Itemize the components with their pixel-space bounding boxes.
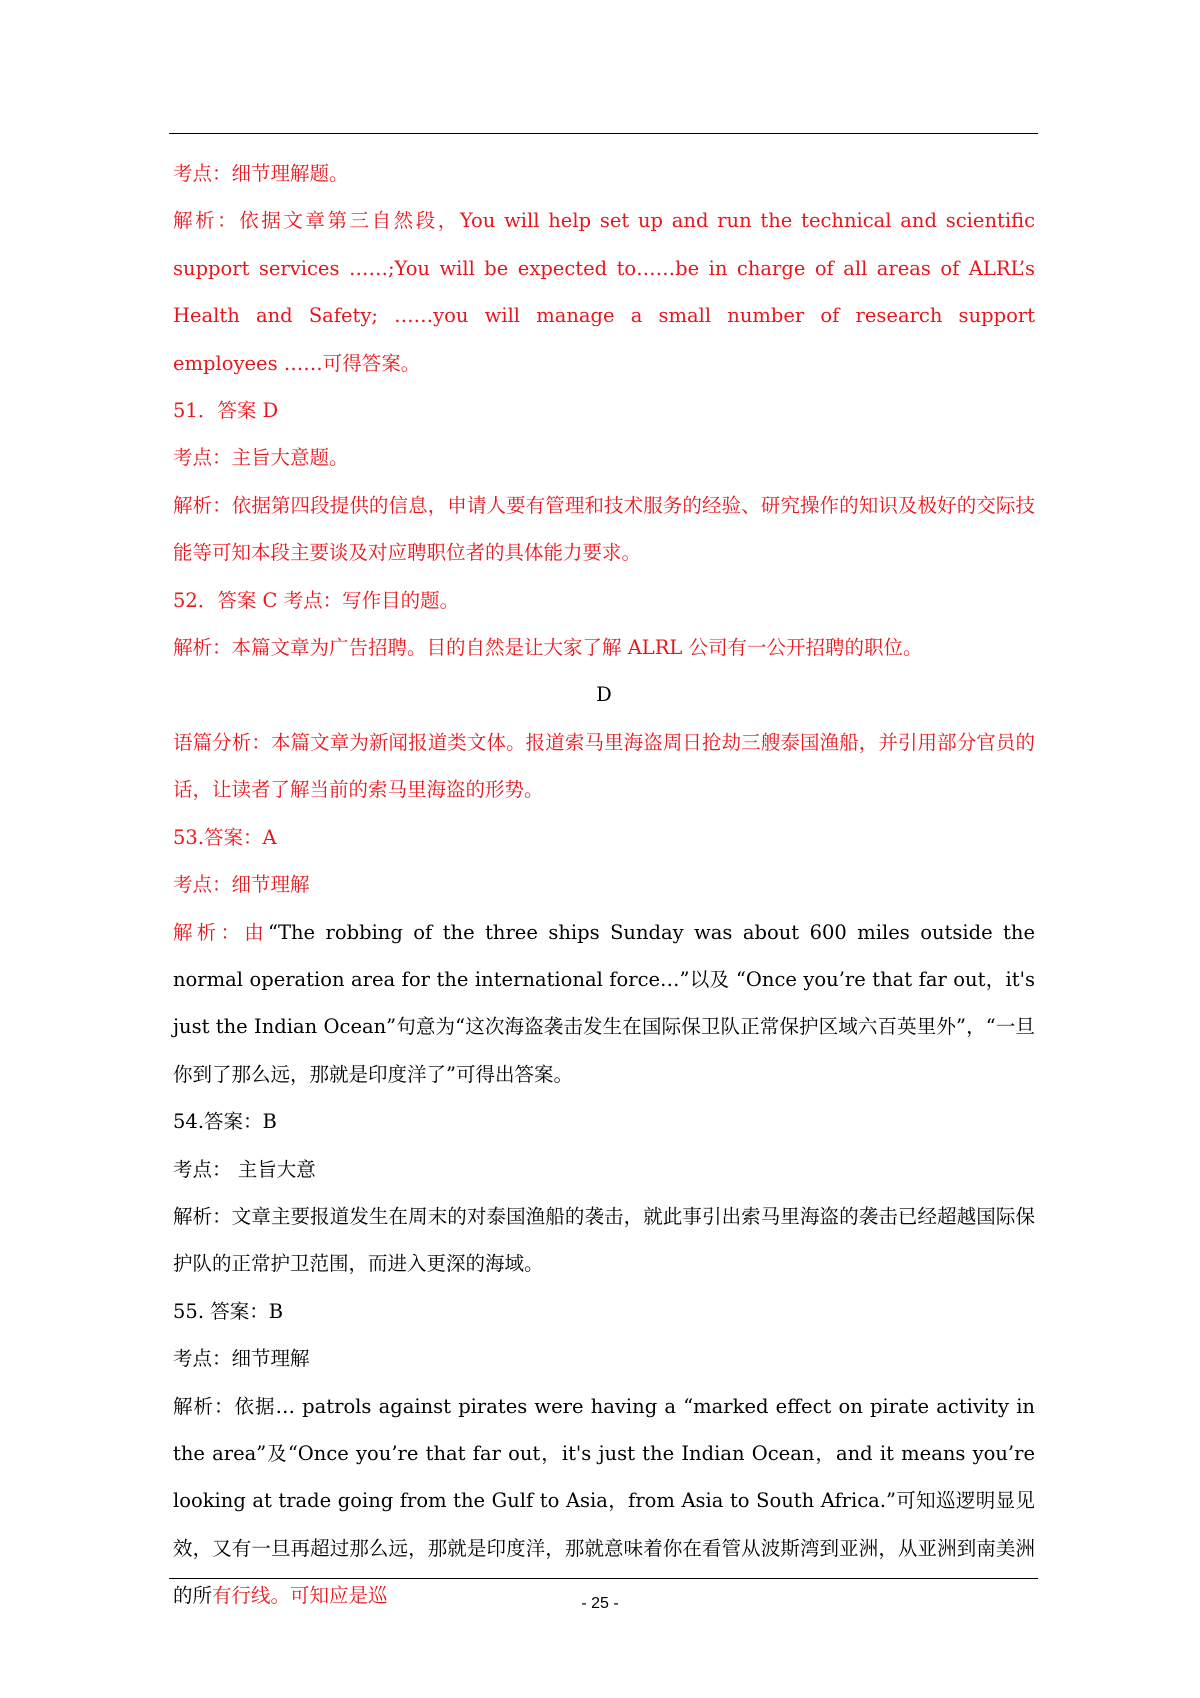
- answer-53: 53.答案：A: [173, 825, 277, 849]
- answer-53-analysis-body: “The robbing of the three ships Sunday was about 600 miles outside the normal operation area for the international force…”以及 “Once you’re that far out，it's just the Indian Ocean”句意为“这次海盗袭击发生在国际保卫队正常保护区域六百英里外”，“一旦你到了那么远，那就是印度洋了”可得出答案。: [173, 920, 1035, 1086]
- footer-rule: [169, 1578, 1038, 1579]
- answer-50-analysis: 解析：依据文章第三自然段，You will help set up and run the technical and scientific support services ……;You will be expected to……be in charge of all areas of ALRL’s Health and Safety; ……you will manage a small number of research support employees ……可得答案。: [173, 209, 1035, 375]
- answer-54: 54.答案：B: [173, 1110, 277, 1134]
- answer-55-analysis-body: 解析：依据… patrols against pirates were having a “marked effect on pirate activity in the area”及“Once you’re that far out，it's just the Indian Ocean，and it means you’re looking at trade going from the Gulf to Asia，from Asia to South Africa.”可知巡逻明显见效，又有一旦再超过那么远，那就是印度洋，那就意味着你在看管从波斯湾到亚洲，从亚洲到南美洲的所: [173, 1394, 1035, 1608]
- answer-53-analysis: [173, 909, 1035, 1099]
- answer-55: 55. 答案：B: [173, 1299, 284, 1323]
- answer-54-analysis: 解析：文章主要报道发生在周末的对泰国渔船的袭击，就此事引出索马里海盗的袭击已经超越国际保护队的正常护卫范围，而进入更深的海域。: [173, 1204, 1035, 1276]
- section-heading-d: D: [596, 683, 612, 707]
- page-number: - 25 -: [581, 1595, 619, 1612]
- discourse-analysis: 语篇分析：本篇文章为新闻报道类文体。报道索马里海盗周日抢劫三艘泰国渔船，并引用部分官员的话，让读者了解当前的索马里海盗的形势。: [173, 730, 1035, 802]
- answer-55-analysis-red-tail: 有行线。可知应是巡: [212, 1584, 388, 1608]
- answer-50-point: 考点：细节理解题。: [173, 162, 349, 185]
- page-content: [173, 150, 1035, 1620]
- answer-55-analysis: [173, 1383, 1035, 1620]
- answer-55-point: 考点：细节理解: [173, 1347, 310, 1371]
- header-rule: [169, 133, 1038, 134]
- answer-52: 52．答案 C 考点：写作目的题。: [173, 588, 460, 612]
- answer-53-analysis-prefix: 解析：由: [173, 920, 269, 944]
- answer-53-point: 考点：细节理解: [173, 873, 310, 897]
- answer-51: 51．答案 D: [173, 399, 279, 423]
- answer-54-point: 考点： 主旨大意: [173, 1157, 316, 1181]
- answer-51-point: 考点：主旨大意题。: [173, 446, 349, 470]
- answer-52-analysis: 解析：本篇文章为广告招聘。目的自然是让大家了解 ALRL 公司有一公开招聘的职位。: [173, 636, 923, 660]
- answer-51-analysis: 解析：依据第四段提供的信息，申请人要有管理和技术服务的经验、研究操作的知识及极好的交际技能等可知本段主要谈及对应聘职位者的具体能力要求。: [173, 493, 1035, 565]
